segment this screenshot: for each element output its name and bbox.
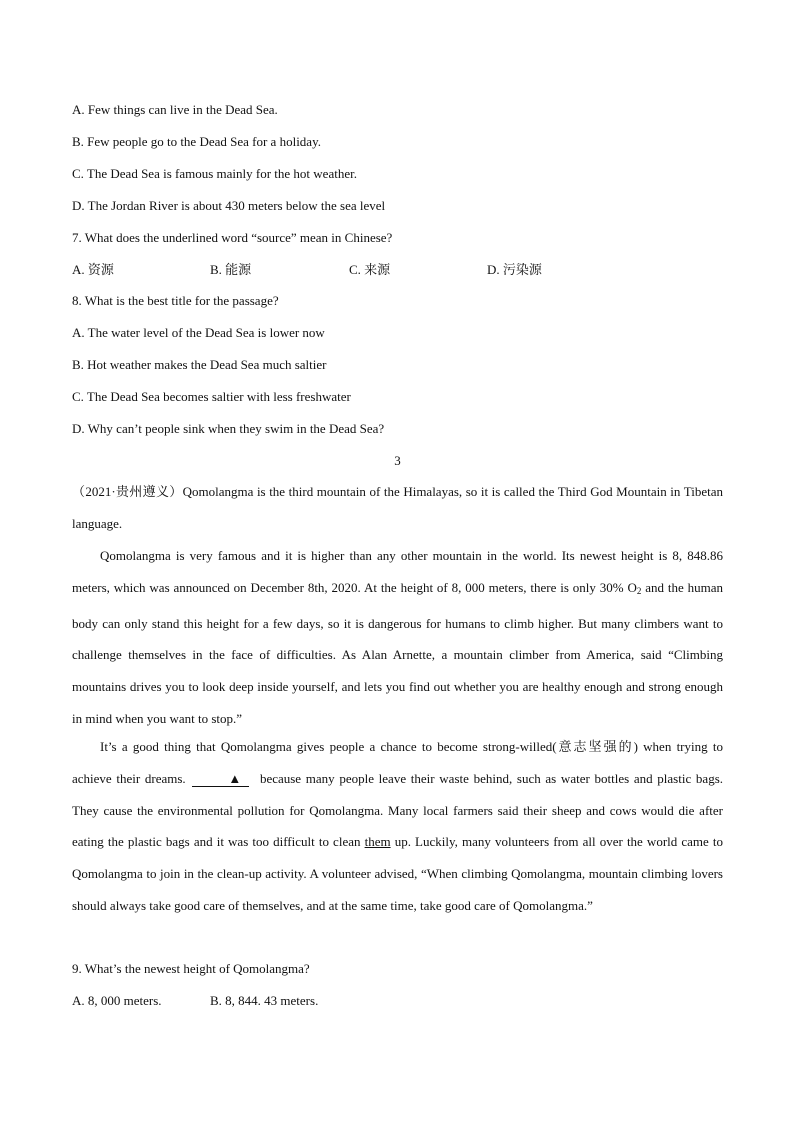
passage-p2-text-1: Qomolangma is very famous and it is higher than any other mountain in the world. Its newest height is 8, 848.86 meters, which was announced on December 8th, 2020. At the height of 8, 000 meters, there is only 30% O <box>72 548 723 595</box>
q7-question: 7. What does the underlined word “source” mean in Chinese? <box>72 230 393 245</box>
q7-option-a: A. 资源 <box>72 262 114 277</box>
q7-options <box>72 262 542 278</box>
q9-option-a: A. 8, 000 meters. <box>72 993 162 1008</box>
q6-option-d: D. The Jordan River is about 430 meters below the sea level <box>72 198 386 213</box>
section-number: 3 <box>394 453 401 468</box>
passage-p2-text-2: and the human body can only stand this height for a few days, so it is dangerous for humans to climb higher. But many climbers want to challenge themselves in the face of difficulties. As Alan Arnette, a mountain climber from America, said “Climbing mountains drives you to look deep inside yourself, and lets you find out whether you are healthy enough and strong enough in mind when you want to stop.” <box>72 579 723 726</box>
passage-p3-text-1: It’s a good thing that Qomolangma gives people a chance to become strong-willed(意志坚强的) when trying to achieve their dreams. <box>72 739 723 786</box>
underlined-word-them: them <box>364 834 391 850</box>
q7-option-b: B. 能源 <box>210 262 252 277</box>
passage-intro: （2021·贵州遵义）Qomolangma is the third mountain of the Himalayas, so it is called the Third God Mountain in Tibetan language. <box>72 484 723 531</box>
q9-options <box>72 993 318 1009</box>
q6-option-a: A. Few things can live in the Dead Sea. <box>72 102 278 117</box>
q8-option-a: A. The water level of the Dead Sea is lower now <box>72 325 325 340</box>
q8-option-c: C. The Dead Sea becomes saltier with less freshwater <box>72 389 351 404</box>
q7-option-d: D. 污染源 <box>487 262 542 277</box>
q8-question: 8. What is the best title for the passage? <box>72 293 279 308</box>
q8-option-b: B. Hot weather makes the Dead Sea much saltier <box>72 357 327 372</box>
q6-option-b: B. Few people go to the Dead Sea for a holiday. <box>72 134 321 149</box>
answer-blank: ▲ <box>192 772 249 787</box>
q7-option-c: C. 来源 <box>349 262 391 277</box>
passage-paragraph-2 <box>72 540 723 735</box>
passage-p3-text-3: up. Luckily, many volunteers from all over the world came to Qomolangma to join in the clean-up activity. A volunteer advised, “When climbing Qomolangma, mountain climbing lovers should always take good care of themselves, and at the same time, take good care of Qomolangma.” <box>72 834 724 913</box>
passage-paragraph-3 <box>72 731 723 922</box>
q9-option-b: B. 8, 844. 43 meters. <box>210 993 319 1008</box>
q8-option-d: D. Why can’t people sink when they swim in the Dead Sea? <box>72 421 385 436</box>
passage-p3-text-2: because many people leave their waste behind, such as water bottles and plastic bags. They cause the environmental pollution for Qomolangma. Many local farmers said their sheep and cows would die after eating the plastic bags and it was too difficult to clean <box>72 770 723 850</box>
passage-p2-subscript: 2 <box>636 585 642 596</box>
q6-option-c: C. The Dead Sea is famous mainly for the hot weather. <box>72 166 357 181</box>
q9-question: 9. What’s the newest height of Qomolangma? <box>72 961 310 976</box>
